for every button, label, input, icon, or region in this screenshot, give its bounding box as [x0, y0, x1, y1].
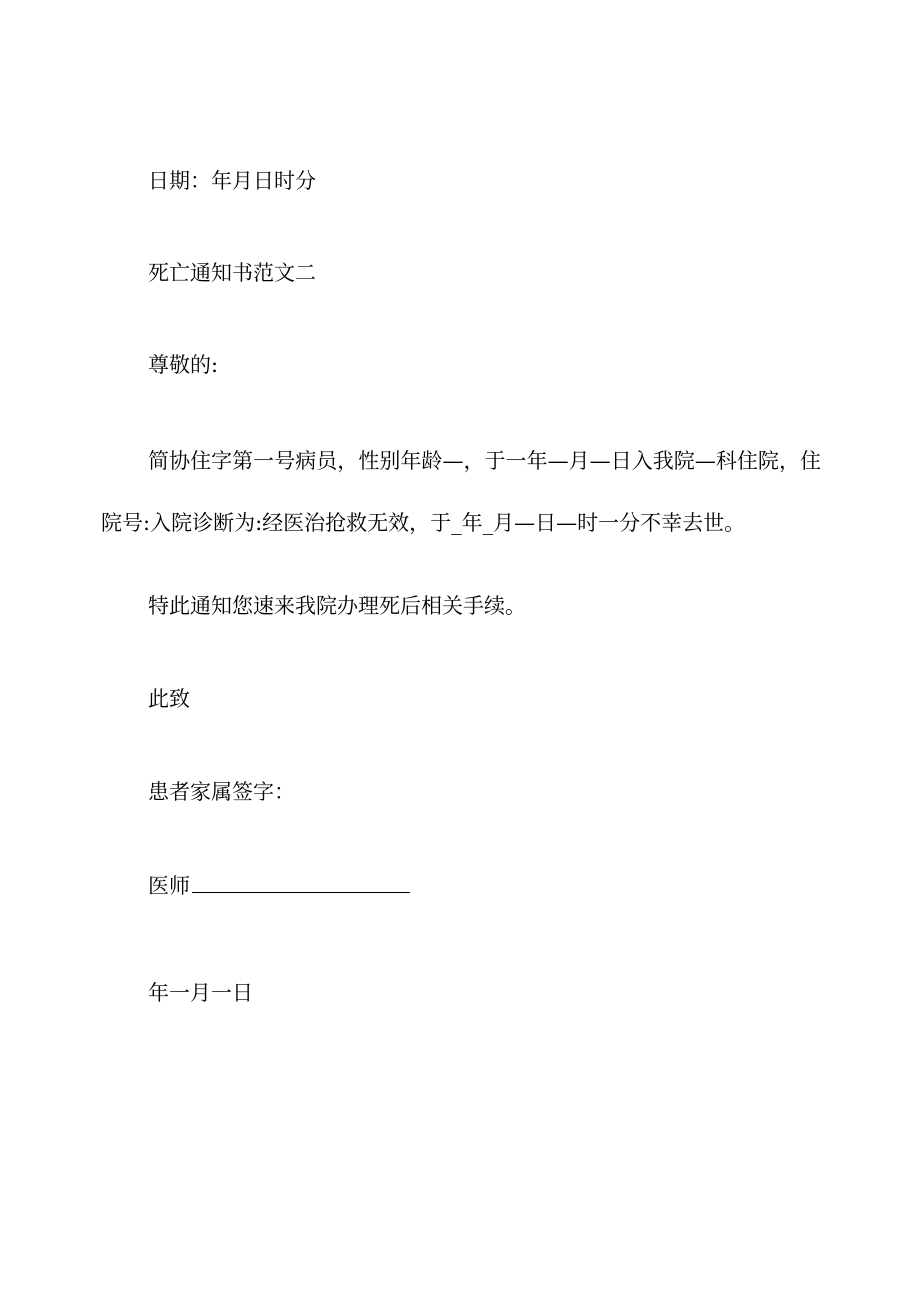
salutation: 尊敬的:	[148, 353, 219, 377]
doctor-signature-row	[148, 870, 410, 901]
sign-date: 年一月一日	[148, 981, 253, 1005]
notice-text: 特此通知您速来我院办理死后相关手续。	[148, 594, 526, 618]
doctor-label: 医师	[148, 874, 190, 898]
family-signature-label: 患者家属签字：	[148, 780, 295, 804]
doctor-signature-blank	[192, 870, 410, 893]
body-paragraph: 简协住字第一号病员，性别年龄—，于一年—月—日入我院—科住院，住院号:入院诊断为:经医治抢救无效，于_年_月—日—时一分不幸去世。	[101, 449, 821, 535]
document-title: 死亡通知书范文二	[148, 261, 316, 285]
date-line: 日期：年月日时分	[148, 169, 316, 193]
closing-text: 此致	[148, 687, 190, 711]
